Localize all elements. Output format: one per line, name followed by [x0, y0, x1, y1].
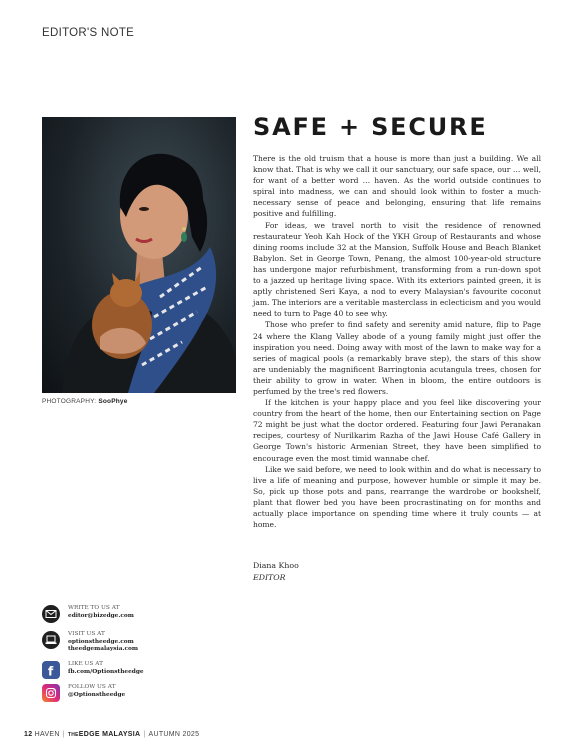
article-paragraph: There is the old truism that a house is more than just a building. We all know that. That is why we call it our sanctuary, our safe space, our … well, for want of a better word … haven. As the world outside continues to spiral into madness, we can and should look within to foster a much-necessary sense of peace and belonging, ensuring that life remains positive and fulfilling.: [253, 154, 541, 219]
photo-credit-label: PHOTOGRAPHY:: [42, 398, 97, 405]
article-paragraph: Like we said before, we need to look within and do what is necessary to live a life of meaning and purpose, however humble or simple it may be. So, pick up those pots and pans, rearrange the wardrobe or bookshelf, plant that flower bed you have been procrastinating on for months and actually place importance on spending time where it truly counts — at home.: [253, 464, 541, 530]
contact-email: [42, 605, 192, 627]
brand-name: THEEDGE MALAYSIA: [67, 731, 141, 738]
contact-instagram-link[interactable]: @Optionstheedge: [68, 691, 126, 698]
facebook-icon: [42, 661, 60, 679]
page-number: 12: [24, 731, 33, 738]
contact-title: FOLLOW US AT: [68, 684, 116, 690]
svg-text:f: f: [48, 664, 54, 679]
author-role: EDITOR: [253, 572, 286, 582]
photo-credit: [42, 398, 128, 405]
article-paragraph: Those who prefer to find safety and serenity amid nature, flip to Page 24 where the Klang Valley abode of a young family might just offer the inspiration you need. Doing away with most of the lawn to make way for a series of magical pools (a remarkably brave step), the stars of this show are undeniably the magnificent Barringtonia acutangula trees, chosen for their ability to grow in water. When in bloom, the entire outdoors is perfumed by the tree's red flowers.: [253, 320, 541, 396]
contact-instagram: [42, 684, 192, 706]
footer-separator: |: [143, 731, 146, 738]
contact-facebook: [42, 661, 192, 683]
author-name: Diana Khoo: [253, 561, 299, 570]
issue-date: AUTUMN 2025: [148, 731, 200, 738]
laptop-icon: [42, 631, 60, 649]
magazine-name: HAVEN: [34, 731, 60, 738]
contact-facebook-link[interactable]: fb.com/Optionstheedge: [68, 668, 144, 675]
contact-website-link[interactable]: optionstheedge.com: [68, 638, 134, 645]
contact-title: WRITE TO US AT: [68, 605, 120, 611]
instagram-icon: [42, 684, 60, 702]
contact-website: [42, 631, 192, 653]
footer-separator: |: [62, 731, 65, 738]
mail-icon: [42, 605, 60, 623]
article-title: SAFE + SECURE: [253, 113, 488, 141]
article-paragraph: For ideas, we travel north to visit the residence of renowned restaurateur Yeoh Kah Hock of the YKH Group of Restaurants and whose dining rooms include 32 at the Mansion, Suffolk House and Beach Blanket Babylon. Set in George Town, Penang, the almost 100-year-old structure has undergone major refurbishment, transforming from a run-down spot to a jazzed up heritage living space. With its exteriors painted green, it is aptly christened Seri Kaya, a nod to every Malaysian's favourite coconut jam. The interiors are a veritable masterclass in eclecticism and you would need to turn to Page 40 to see why.: [253, 220, 541, 319]
article-body: [253, 153, 541, 530]
page-footer: [24, 731, 199, 738]
editor-portrait: [42, 117, 236, 393]
photo-credit-name: SooPhye: [98, 398, 128, 405]
contact-title: VISIT US AT: [68, 631, 105, 637]
contact-title: LIKE US AT: [68, 661, 103, 667]
contact-website-link[interactable]: theedgemalaysia.com: [68, 646, 139, 653]
portrait-illustration: [42, 117, 236, 393]
section-label: EDITOR'S NOTE: [42, 27, 135, 39]
article-paragraph: If the kitchen is your happy place and you feel like discovering your country from the heart of the home, then our Entertaining section on Page 72 might be just what the doctor ordered. Featuring four Jawi Peranakan recipes, courtesy of Nurilkarim Razha of the Jawi House Café Gallery in George Town's historic Armenian Street, they have been simplified to encourage even the most timid wannabe chef.: [253, 398, 541, 463]
signoff: [253, 560, 299, 583]
contact-email-link[interactable]: editor@bizedge.com: [68, 612, 134, 619]
